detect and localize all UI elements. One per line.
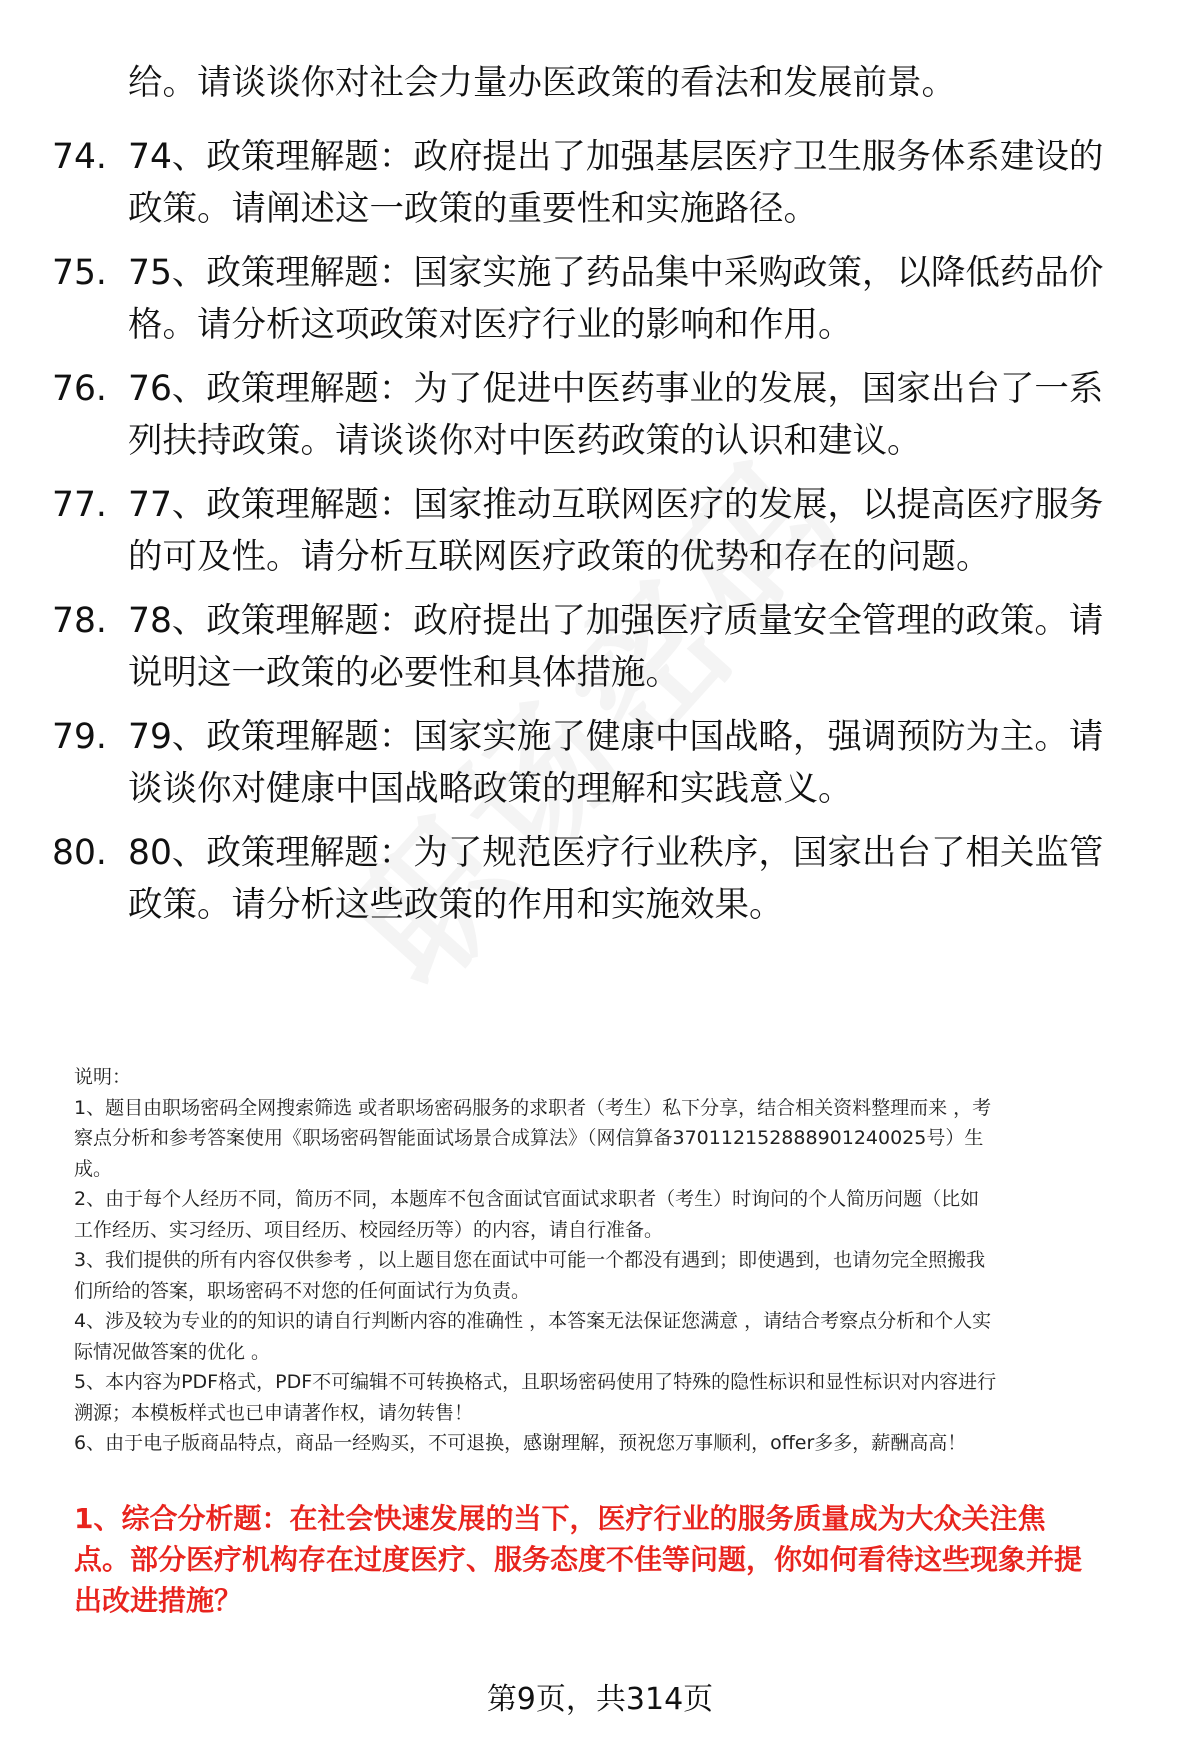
- question-text-line: 75、政策理解题：国家实施了药品集中采购政策，以降低药品价: [128, 253, 1104, 293]
- notes-line: 工作经历、实习经历、项目经历、校园经历等）的内容，请自行准备。: [74, 1218, 664, 1241]
- question-item: [0, 711, 1200, 821]
- question-item: [0, 363, 1200, 473]
- highlighted-question: [74, 1498, 1164, 1621]
- page-number: 第9页，共314页: [486, 1682, 714, 1717]
- question-number: 79.: [52, 717, 107, 757]
- question-number: 77.: [52, 485, 107, 525]
- notes-section: [74, 1062, 1164, 1459]
- question-item: [0, 131, 1200, 241]
- question-text-line: 80、政策理解题：为了规范医疗行业秩序，国家出台了相关监管: [128, 833, 1104, 873]
- notes-line: 3、我们提供的所有内容仅供参考 ，以上题目您在面试中可能一个都没有遇到；即使遇到，也请勿完全照搬我: [74, 1249, 986, 1271]
- question-text-line: 77、政策理解题：国家推动互联网医疗的发展，以提高医疗服务: [128, 485, 1104, 525]
- question-item: [0, 479, 1200, 589]
- highlighted-question-line: 1、综合分析题：在社会快速发展的当下，医疗行业的服务质量成为大众关注焦: [74, 1502, 1046, 1535]
- question-text-line: 列扶持政策。请谈谈你对中医药政策的认识和建议。: [128, 421, 922, 461]
- highlighted-question-line: 出改进措施？: [74, 1584, 243, 1617]
- question-item: [0, 247, 1200, 357]
- question-item: [0, 827, 1200, 937]
- question-text-line: 说明这一政策的必要性和具体措施。: [128, 653, 680, 693]
- question-number: 76.: [52, 369, 107, 409]
- continuation-line: 给。请谈谈你对社会力量办医政策的看法和发展前景。: [128, 63, 956, 103]
- question-number: 80.: [52, 833, 107, 873]
- notes-line: 溯源；本模板样式也已申请著作权，请勿转售！: [74, 1401, 474, 1424]
- notes-title: 说明：: [74, 1066, 132, 1088]
- question-number: 75.: [52, 253, 107, 293]
- notes-line: 们所给的答案，职场密码不对您的任何面试行为负责。: [74, 1279, 531, 1302]
- question-number: 78.: [52, 601, 107, 641]
- question-text-line: 政策。请阐述这一政策的重要性和实施路径。: [128, 189, 818, 229]
- notes-line: 4、涉及较为专业的的知识的请自行判断内容的准确性 ，本答案无法保证您满意 ，请结合考察点分析和个人实: [74, 1310, 992, 1332]
- question-text-line: 79、政策理解题：国家实施了健康中国战略，强调预防为主。请: [128, 717, 1104, 757]
- notes-line: 察点分析和参考答案使用《职场密码智能面试场景合成算法》（网信算备370112152888901240025号）生: [74, 1127, 984, 1149]
- notes-line: 际情况做答案的优化 。: [74, 1340, 271, 1363]
- question-text-line: 74、政策理解题：政府提出了加强基层医疗卫生服务体系建设的: [128, 137, 1104, 177]
- notes-line: 2、由于每个人经历不同，简历不同，本题库不包含面试官面试求职者（考生）时询问的个人简历问题（比如: [74, 1188, 980, 1210]
- notes-line: 成。: [74, 1157, 113, 1180]
- question-text-line: 76、政策理解题：为了促进中医药事业的发展，国家出台了一系: [128, 369, 1104, 409]
- question-text-line: 格。请分析这项政策对医疗行业的影响和作用。: [128, 305, 853, 345]
- question-number: 74.: [52, 137, 107, 177]
- notes-line: 1、题目由职场密码全网搜索筛选 或者职场密码服务的求职者（考生）私下分享，结合相关资料整理而来 ，考: [74, 1096, 992, 1119]
- notes-line: 5、本内容为PDF格式，PDF不可编辑不可转换格式，且职场密码使用了特殊的隐性标识和显性标识对内容进行: [74, 1371, 997, 1393]
- highlighted-question-line: 点。部分医疗机构存在过度医疗、服务态度不佳等问题，你如何看待这些现象并提: [74, 1543, 1083, 1576]
- question-text-line: 谈谈你对健康中国战略政策的理解和实践意义。: [128, 769, 853, 809]
- question-item: [0, 595, 1200, 705]
- question-text-line: 78、政策理解题：政府提出了加强医疗质量安全管理的政策。请: [128, 601, 1104, 641]
- question-text-line: 的可及性。请分析互联网医疗政策的优势和存在的问题。: [128, 537, 991, 577]
- question-text-line: 政策。请分析这些政策的作用和实施效果。: [128, 885, 784, 925]
- notes-line: 6、由于电子版商品特点，商品一经购买，不可退换，感谢理解，预祝您万事顺利，offer多多，薪酬高高！: [74, 1432, 967, 1454]
